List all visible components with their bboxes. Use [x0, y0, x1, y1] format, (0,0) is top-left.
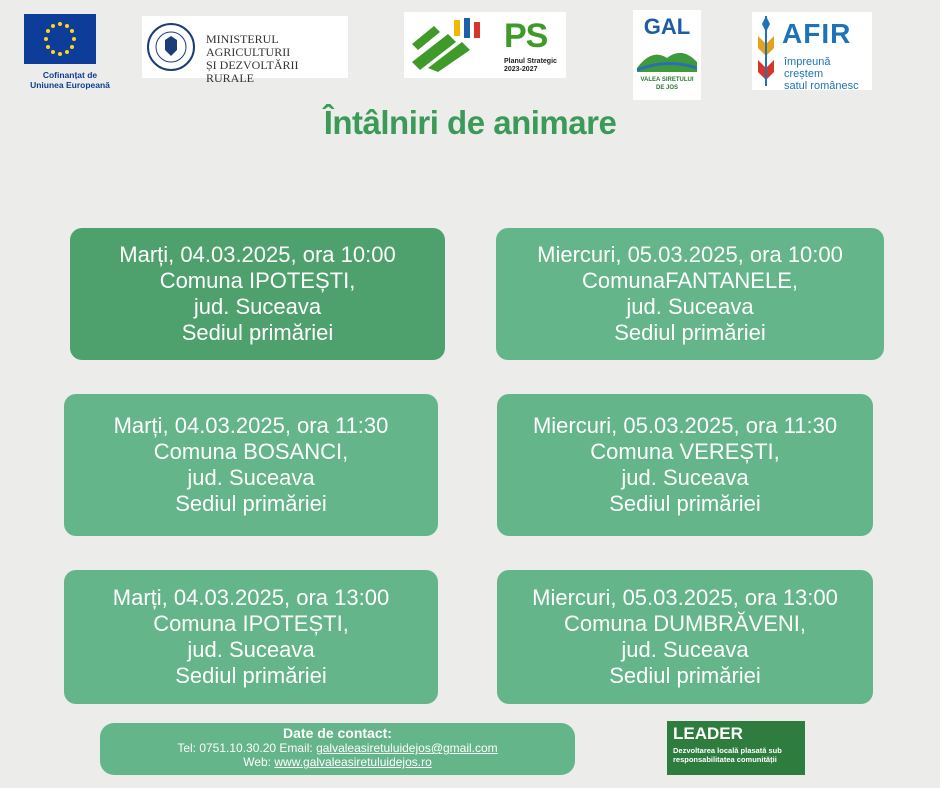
- meeting-date: Marți, 04.03.2025, ora 11:30: [113, 413, 389, 438]
- ps-logo: [404, 12, 566, 78]
- meeting-commune: Comuna IPOTEȘTI,: [153, 611, 349, 636]
- web-label: Web:: [243, 755, 272, 769]
- website-link[interactable]: www.galvaleasiretuluidejos.ro: [274, 755, 432, 769]
- meeting-card-3: [64, 394, 438, 536]
- eu-logo: [20, 14, 110, 90]
- ps-subtitle: Planul Strategic 2023-2027: [504, 58, 557, 73]
- eu-caption: Cofinanțat de Uniunea Europeană: [30, 70, 110, 90]
- meeting-date: Miercuri, 05.03.2025, ora 11:30: [532, 413, 838, 438]
- meeting-venue: Sediul primăriei: [181, 320, 334, 345]
- meeting-venue: Sediul primăriei: [175, 663, 327, 688]
- email-link[interactable]: galvaleasiretuluidejos@gmail.com: [316, 741, 498, 755]
- meeting-county: jud. Suceava: [621, 637, 749, 662]
- meeting-venue: Sediul primăriei: [175, 491, 327, 516]
- gal-subtitle: VALEA SIRETULUI DE JOS: [640, 77, 694, 91]
- leader-subtitle: Dezvoltarea locală plasată sub responsabilitatea comunității: [673, 746, 782, 764]
- afir-mark: AFIR: [782, 18, 852, 49]
- gal-mark: GAL: [643, 14, 691, 39]
- meeting-commune: Comuna DUMBRĂVENI,: [563, 611, 807, 636]
- meeting-card-2: [496, 228, 884, 360]
- meeting-county: jud. Suceava: [187, 465, 315, 490]
- afir-subtitle: împreună creștem satul românesc: [784, 56, 859, 92]
- meeting-venue: Sediul primăriei: [614, 320, 766, 345]
- meeting-county: jud. Suceava: [187, 637, 315, 662]
- meeting-commune: Comuna VEREȘTI,: [590, 439, 780, 464]
- contact-phone-line: [100, 741, 575, 755]
- afir-logo: [752, 12, 872, 90]
- meeting-venue: Sediul primăriei: [609, 491, 761, 516]
- contact-heading: Date de contact:: [283, 725, 392, 741]
- meeting-date: Miercuri, 05.03.2025, ora 13:00: [532, 585, 838, 610]
- leader-badge: [667, 721, 805, 775]
- ministry-logo: [142, 16, 348, 85]
- meeting-date: Marți, 04.03.2025, ora 10:00: [119, 242, 396, 267]
- gal-logo: [633, 10, 701, 100]
- meeting-commune: Comuna IPOTEȘTI,: [159, 268, 356, 293]
- ps-mark: PS: [504, 17, 548, 55]
- eu-flag-icon: [24, 14, 96, 64]
- meeting-county: jud. Suceava: [626, 294, 754, 319]
- ministry-name: MINISTERUL AGRICULTURII ȘI DEZVOLTĂRII RURALE: [206, 32, 299, 85]
- meeting-date: Marți, 04.03.2025, ora 13:00: [112, 585, 390, 610]
- contact-web-line: [100, 755, 575, 769]
- strategic-plan-icon: [408, 16, 496, 74]
- government-seal-icon: [146, 20, 196, 74]
- meeting-card-6: [497, 570, 873, 704]
- contact-box: [100, 723, 575, 775]
- meeting-commune: Comuna BOSANCI,: [153, 439, 349, 464]
- leader-title: LEADER: [673, 724, 743, 743]
- meeting-county: jud. Suceava: [621, 465, 749, 490]
- meeting-card-5: [64, 570, 438, 704]
- meeting-county: jud. Suceava: [193, 294, 322, 319]
- meeting-commune: ComunaFANTANELE,: [581, 268, 798, 293]
- page-title: Întâlniri de animare: [323, 104, 617, 141]
- meeting-date: Miercuri, 05.03.2025, ora 10:00: [537, 242, 843, 267]
- meeting-card-1: [70, 228, 445, 360]
- wheat-emblem-icon: [754, 14, 778, 88]
- landscape-icon: [637, 44, 697, 72]
- meeting-venue: Sediul primăriei: [609, 663, 761, 688]
- phone-label: Tel: 0751.10.30.20 Email:: [177, 741, 313, 755]
- meeting-card-4: [497, 394, 873, 536]
